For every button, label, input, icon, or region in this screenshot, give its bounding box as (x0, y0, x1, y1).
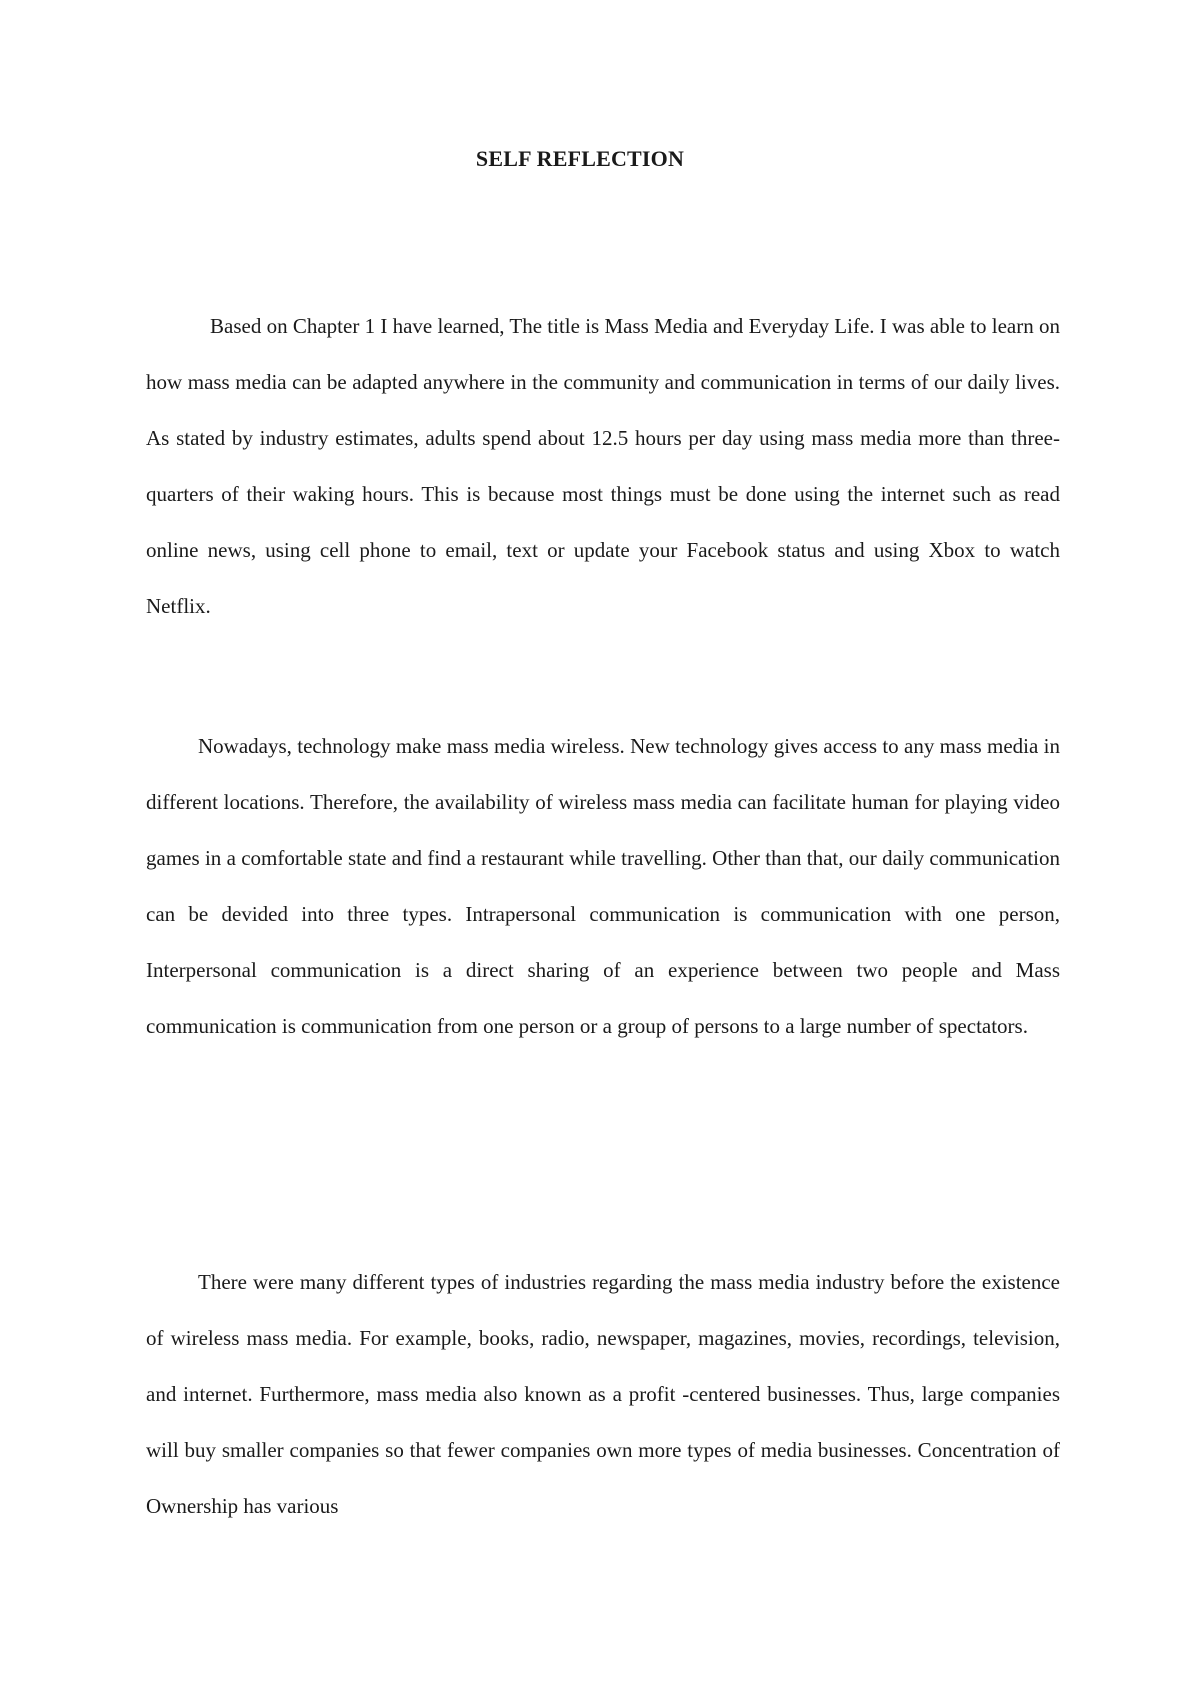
paragraph-chapter-one: Based on Chapter 1 I have learned, The title is Mass Media and Everyday Life. I was able to learn on how mass media can be adapted anywhere in the community and communication in terms of our daily lives. As stated by industry estimates, adults spend about 12.5 hours per day using mass media more than three-quarters of their waking hours. This is because most things must be done using the internet such as read online news, using cell phone to email, text or update your Facebook status and using Xbox to watch Netflix. (146, 314, 1060, 618)
document-title: SELF REFLECTION (475, 146, 685, 171)
paragraph-wireless-media: Nowadays, technology make mass media wireless. New technology gives access to any mass media in different locations. Therefore, the availability of wireless mass media can facilitate human for playing video games in a comfortable state and find a restaurant while travelling. Other than that, our daily communication can be devided into three types. Intrapersonal communication is communication with one person, Interpersonal communication is a direct sharing of an experience between two people and Mass communication is communication from one person or a group of persons to a large number of spectators. (146, 734, 1060, 1038)
paragraph-media-industries: There were many different types of industries regarding the mass media industry before the existence of wireless mass media. For example, books, radio, newspaper, magazines, movies, recordings, television, and internet. Furthermore, mass media also known as a profit -centered businesses. Thus, large companies will buy smaller companies so that fewer companies own more types of media businesses. Concentration of Ownership has various (146, 1270, 1060, 1518)
